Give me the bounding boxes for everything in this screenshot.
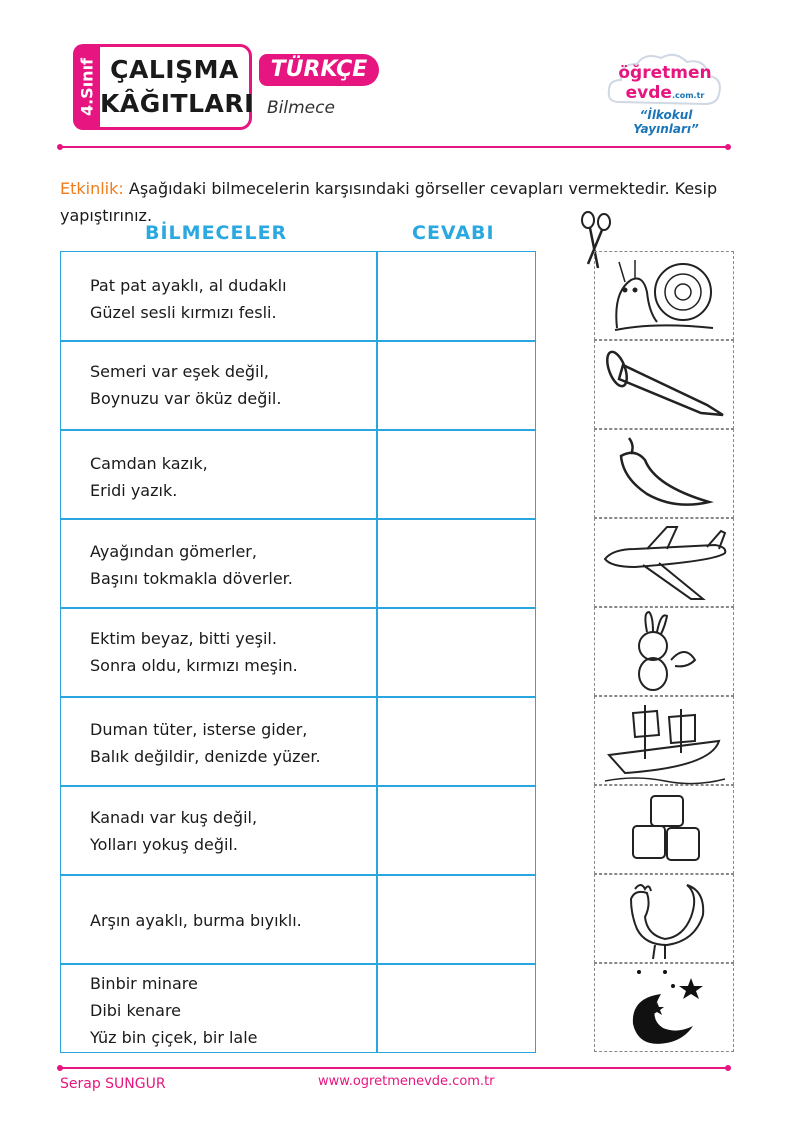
logo-brand: öğretmen evde bbox=[618, 63, 712, 103]
row-divider bbox=[60, 340, 536, 342]
riddle-row bbox=[90, 804, 370, 858]
rule-dot bbox=[725, 1065, 731, 1071]
cutout-nail bbox=[594, 340, 734, 429]
cutout-ice-cubes bbox=[594, 785, 734, 874]
rule-dot bbox=[57, 144, 63, 150]
topic-label: Bilmece bbox=[267, 98, 335, 118]
riddle-line: Balık değildir, denizde yüzer. bbox=[90, 747, 321, 766]
instruction bbox=[60, 175, 720, 229]
riddle-line: Semeri var eşek değil, bbox=[90, 362, 269, 381]
cutout-snail bbox=[594, 251, 734, 340]
riddle-line: Yüz bin çiçek, bir lale bbox=[90, 1028, 258, 1047]
cutout-ship bbox=[594, 696, 734, 785]
cutout-pepper bbox=[594, 429, 734, 518]
riddle-line: Ektim beyaz, bitti yeşil. bbox=[90, 629, 277, 648]
footer-url[interactable]: www.ogretmenevde.com.tr bbox=[318, 1074, 495, 1089]
column-header-answer: CEVABI bbox=[412, 222, 495, 244]
riddle-row bbox=[90, 272, 370, 326]
riddle-line: Sonra oldu, kırmızı meşin. bbox=[90, 656, 298, 675]
riddle-line: Dibi kenare bbox=[90, 1001, 182, 1020]
riddle-row bbox=[90, 450, 370, 504]
row-divider bbox=[60, 785, 536, 787]
footer-author: Serap SUNGUR bbox=[60, 1076, 166, 1092]
riddle-row bbox=[90, 625, 370, 679]
rooster-icon bbox=[595, 875, 735, 964]
snail-icon bbox=[595, 252, 735, 341]
riddle-row bbox=[90, 970, 370, 1051]
column-header-riddles: BİLMECELER bbox=[145, 222, 288, 244]
grade-tab bbox=[73, 44, 101, 130]
table-divider bbox=[376, 251, 378, 1053]
rabbit-icon bbox=[595, 608, 735, 697]
riddle-line: Eridi yazık. bbox=[90, 481, 178, 500]
riddle-row bbox=[90, 716, 370, 770]
riddle-line: Boynuzu var öküz değil. bbox=[90, 389, 282, 408]
riddle-line: Güzel sesli kırmızı fesli. bbox=[90, 303, 277, 322]
riddle-line: Yolları yokuş değil. bbox=[90, 835, 238, 854]
title-line-2: KÂĞITLARI bbox=[100, 89, 254, 118]
riddle-line: Arşın ayaklı, burma bıyıklı. bbox=[90, 911, 302, 930]
airplane-icon bbox=[595, 519, 735, 608]
title-box bbox=[100, 44, 252, 130]
logo-domain: .com.tr bbox=[671, 91, 705, 100]
riddle-line: Camdan kazık, bbox=[90, 454, 208, 473]
riddle-row bbox=[90, 358, 370, 412]
subject-badge: TÜRKÇE bbox=[259, 54, 379, 86]
cutout-moon-stars bbox=[594, 963, 734, 1052]
instruction-text: Aşağıdaki bilmecelerin karşısındaki görseller cevapları vermektedir. Kesip yapıştırınız. bbox=[60, 179, 718, 225]
row-divider bbox=[60, 607, 536, 609]
header-rule bbox=[60, 146, 728, 148]
ice-cubes-icon bbox=[595, 786, 735, 875]
riddle-row bbox=[90, 907, 370, 934]
riddle-line: Pat pat ayaklı, al dudaklı bbox=[90, 276, 287, 295]
riddle-line: Başını tokmakla döverler. bbox=[90, 569, 293, 588]
row-divider bbox=[60, 429, 536, 431]
cutout-rooster bbox=[594, 874, 734, 963]
moon-stars-icon bbox=[595, 964, 735, 1053]
cutout-airplane bbox=[594, 518, 734, 607]
ship-icon bbox=[595, 697, 735, 786]
logo-tagline: “İlkokul Yayınları” bbox=[633, 108, 699, 136]
logo-text bbox=[610, 63, 720, 103]
grade-label: 4.Sınıf bbox=[77, 57, 97, 117]
riddle-line: Binbir minare bbox=[90, 974, 198, 993]
row-divider bbox=[60, 696, 536, 698]
footer-rule bbox=[60, 1067, 728, 1069]
title-line-1: ÇALIŞMA bbox=[110, 55, 239, 84]
instruction-label: Etkinlik: bbox=[60, 179, 124, 198]
riddle-line: Ayağından gömerler, bbox=[90, 542, 257, 561]
riddle-line: Duman tüter, isterse gider, bbox=[90, 720, 308, 739]
riddle-line: Kanadı var kuş değil, bbox=[90, 808, 258, 827]
riddle-row bbox=[90, 538, 370, 592]
rule-dot bbox=[725, 144, 731, 150]
pepper-icon bbox=[595, 430, 735, 519]
row-divider bbox=[60, 518, 536, 520]
row-divider bbox=[60, 874, 536, 876]
cutout-rabbit bbox=[594, 607, 734, 696]
nail-icon bbox=[595, 341, 735, 430]
rule-dot bbox=[57, 1065, 63, 1071]
row-divider bbox=[60, 963, 536, 965]
